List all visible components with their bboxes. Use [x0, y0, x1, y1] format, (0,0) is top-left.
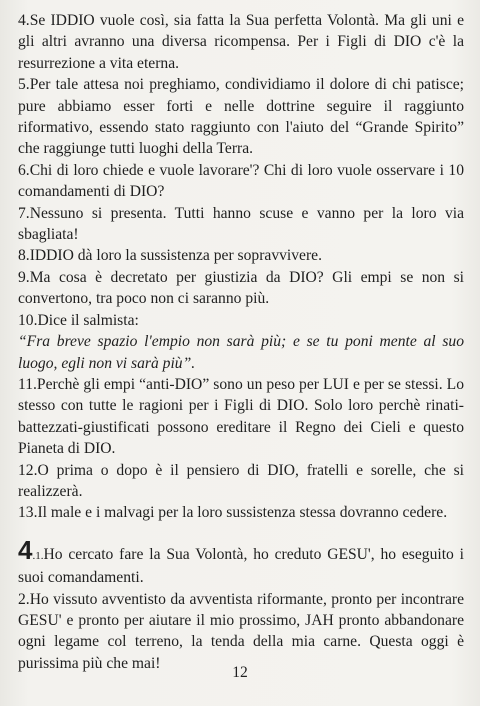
- paragraph-7: 7.Nessuno si presenta. Tutti hanno scuse e vanno per la loro via sbagliata!: [18, 204, 464, 244]
- item-1-text: Ho cercato fare la Sua Volontà, ho creduto GESU', ho eseguito i suoi comandamenti.: [18, 545, 464, 587]
- section-4-item-1: [18, 534, 464, 589]
- paragraph-13: 13.Il male e i malvagi per la loro sussistenza stessa dovranno cedere.: [18, 504, 448, 522]
- paragraph-8: 8.IDDIO dà loro la sussistenza per sopravvivere.: [18, 247, 322, 265]
- page-number: 12: [232, 664, 248, 681]
- paragraph-11: 11.Perchè gli empi “anti-DIO” sono un peso per LUI e per se stessi. Lo stesso con tutte le ragioni per i Figli di DIO. Solo loro perchè rinati-battezzati-giustificati possono ereditare il Regno dei Cieli e questo Pianeta di DIO.: [18, 375, 464, 458]
- page-text: [18, 10, 464, 674]
- section-number: 4: [18, 534, 33, 565]
- paragraph-5: 5.Per tale attesa noi preghiamo, condividiamo il dolore di chi patisce; pure abbiamo esser forti e nelle dottrine seguire il raggiunto riformativo, essendo stato raggiunto con l'aiuto del “Grande Spirito” che raggiunge tutti luoghi della Terra.: [18, 76, 464, 158]
- paragraph-12: 12.O prima o dopo è il pensiero di DIO, fratelli e sorelle, che si realizzerà.: [18, 461, 464, 500]
- paragraph-4: 4.Se IDDIO vuole così, sia fatta la Sua perfetta Volontà. Ma gli uni e gli altri avranno una diversa ricompensa. Per i Figli di DIO c'è la resurrezione a vita eterna.: [18, 12, 464, 72]
- section-4-item-2: 2.Ho vissuto avventisto da avventista riformante, pronto per incontrare GESU' e pronto per aiutare il mio prossimo, JAH pronto abbandonare ogni legame col terreno, la tenda della mia carne. Questa oggi è purissima più che mai!: [18, 590, 464, 672]
- paragraph-6: 6.Chi di loro chiede e vuole lavorare'? Chi di loro vuole osservare i 10 comandamenti di DIO?: [18, 161, 464, 201]
- paragraph-9: 9.Ma cosa è decretato per giustizia da DIO? Gli empi se non si convertono, tra poco non ci saranno più.: [18, 268, 464, 308]
- item-prefix: .1.: [32, 549, 44, 562]
- psalm-quote: “Fra breve spazio l'empio non sarà più; e se tu poni mente al suo luogo, egli non vi sarà più”.: [18, 333, 464, 372]
- paragraph-10: 10.Dice il salmista:: [18, 311, 139, 329]
